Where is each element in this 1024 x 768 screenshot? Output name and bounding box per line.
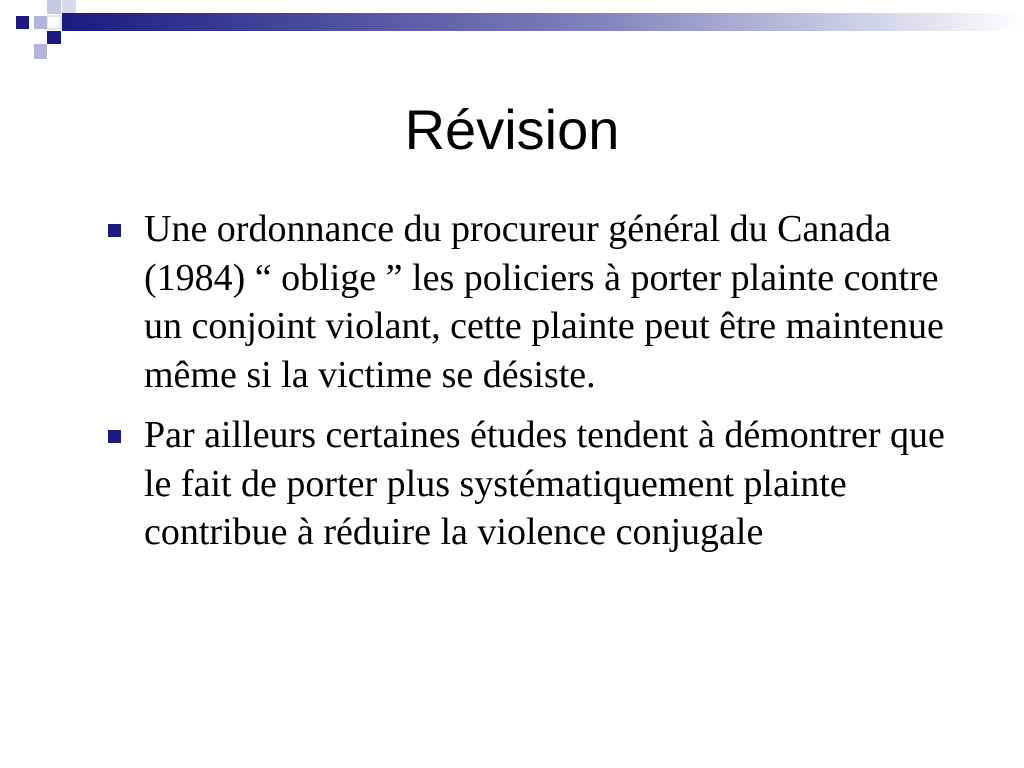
- bullet-item: [100, 205, 960, 399]
- bullet-item: [100, 411, 960, 557]
- deco-square: [16, 16, 29, 29]
- deco-square: [34, 44, 47, 59]
- square-bullet-icon: [108, 430, 121, 443]
- deco-square: [47, 0, 61, 14]
- square-bullet-icon: [108, 224, 121, 237]
- slide-title: Révision: [404, 98, 620, 161]
- header-gradient-bar: [62, 13, 1024, 31]
- deco-square: [34, 16, 47, 29]
- deco-square: [47, 31, 61, 44]
- corner-decoration: [0, 0, 1024, 64]
- bullet-list: [100, 205, 960, 569]
- bullet-text: Une ordonnance du procureur général du Canada (1984) “ oblige ” les policiers à porter plainte contre un conjoint violant, cette plainte peut être maintenue même si la victime se désiste.: [144, 208, 944, 396]
- deco-square: [62, 0, 76, 13]
- deco-square: [47, 16, 61, 29]
- bullet-text: Par ailleurs certaines études tendent à démontrer que le fait de porter plus systématiquement plainte contribue à réduire la violence conjugale: [144, 414, 945, 553]
